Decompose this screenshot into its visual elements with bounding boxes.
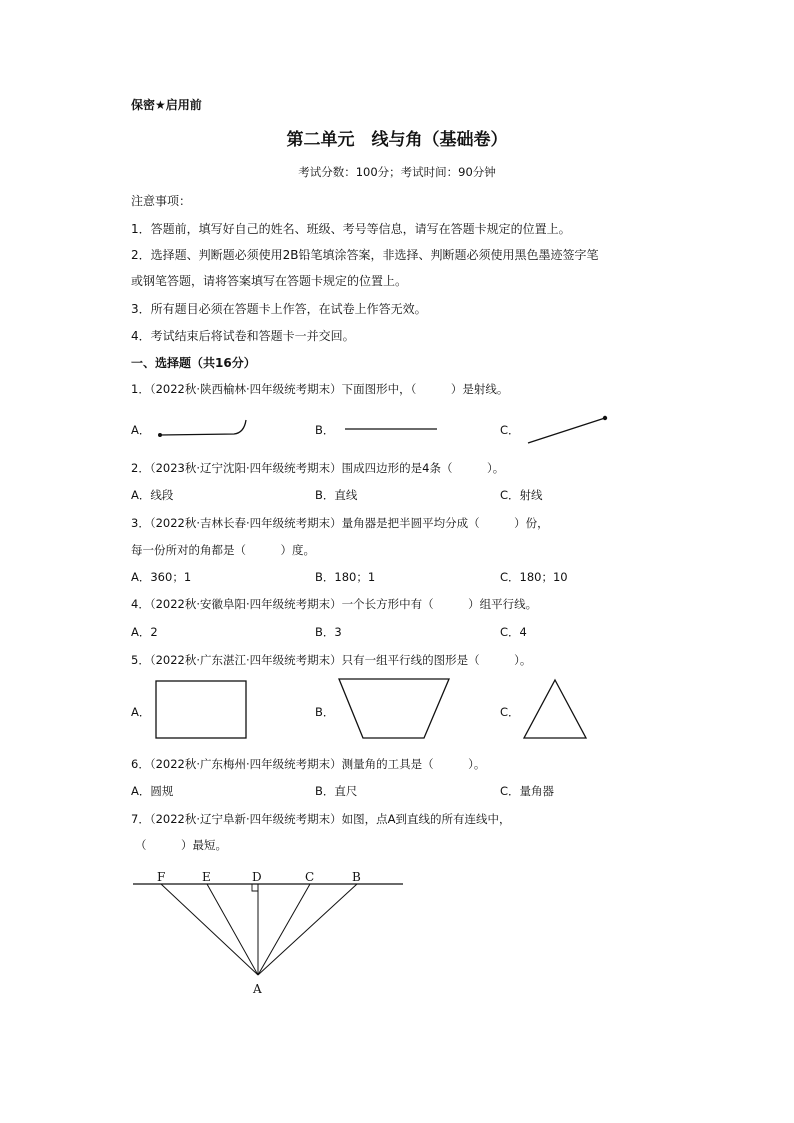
notice-item: 4．考试结束后将试卷和答题卡一并交回。 <box>131 329 355 343</box>
question-3-text: 3．（2022秋·吉林长春·四年级统考期末）量角器是把半圆平均分成（ ）份， <box>131 516 549 530</box>
exam-info: 考试分数：100分；考试时间：90分钟 <box>298 165 496 179</box>
q3-option-c: C．180；10 <box>500 570 568 584</box>
q7-segment-ac <box>258 884 310 975</box>
section-heading: 一、选择题（共16分） <box>131 356 256 370</box>
q7-label-f: F <box>157 870 166 884</box>
q7-label-a: A <box>253 982 262 996</box>
question-3-text-cont: 每一份所对的角都是（ ）度。 <box>131 543 315 557</box>
question-1-text: 1．（2022秋·陕西榆林·四年级统考期末）下面图形中，（ ）是射线。 <box>131 382 509 396</box>
q2-option-b: B．直线 <box>315 488 358 502</box>
q6-option-b: B．直尺 <box>315 784 358 798</box>
q4-option-b: B．3 <box>315 625 342 639</box>
q3-option-a: A．360；1 <box>131 570 192 584</box>
q4-option-c: C．4 <box>500 625 527 639</box>
notice-item: 或钢笔答题，请将答案填写在答题卡规定的位置上。 <box>131 274 408 288</box>
notice-item: 2．选择题、判断题必须使用2B铅笔填涂答案，非选择、判断题必须使用黑色墨迹签字笔 <box>131 248 599 262</box>
q7-segment-ab <box>258 884 357 975</box>
question-2-text: 2．（2023秋·辽宁沈阳·四年级统考期末）围成四边形的是4条（ ）。 <box>131 461 505 475</box>
q7-label-d: D <box>252 870 262 884</box>
notice-item: 1．答题前，填写好自己的姓名、班级、考号等信息，请写在答题卡规定的位置上。 <box>131 222 571 236</box>
question-4-text: 4．（2022秋·安徽阜阳·四年级统考期末）一个长方形中有（ ）组平行线。 <box>131 597 538 611</box>
question-7-text: 7．（2022秋·辽宁阜新·四年级统考期末）如图，点A到直线的所有连线中， <box>131 812 511 826</box>
q3-option-b: B．180；1 <box>315 570 376 584</box>
q5-option-c: C． <box>500 705 520 719</box>
notice-item: 3．所有题目必须在答题卡上作答，在试卷上作答无效。 <box>131 302 427 316</box>
question-6-text: 6．（2022秋·广东梅州·四年级统考期末）测量角的工具是（ ）。 <box>131 757 486 771</box>
q6-option-a: A．圆规 <box>131 784 174 798</box>
question-7-text-cont: （ ）最短。 <box>135 838 227 852</box>
question-5-text: 5．（2022秋·广东湛江·四年级统考期末）只有一组平行线的图形是（ ）。 <box>131 653 532 667</box>
q7-label-c: C <box>305 870 315 884</box>
q2-option-c: C．射线 <box>500 488 543 502</box>
q5-option-b: B． <box>315 705 335 719</box>
q5-option-a: A． <box>131 705 151 719</box>
notice-heading: 注意事项： <box>131 194 192 208</box>
q7-label-e: E <box>202 870 211 884</box>
confidential-label: 保密★启用前 <box>131 98 202 112</box>
q1-option-b: B． <box>315 423 335 437</box>
page-title: 第二单元 线与角（基础卷） <box>286 130 508 150</box>
q7-label-b: B <box>352 870 361 884</box>
q1-option-c: C． <box>500 423 520 437</box>
q4-option-a: A．2 <box>131 625 158 639</box>
q7-segment-ae <box>207 884 258 975</box>
q7-segment-af <box>161 884 258 975</box>
q6-option-c: C．量角器 <box>500 784 555 798</box>
q7-right-angle-mark <box>252 884 258 891</box>
q1-option-a: A． <box>131 423 151 437</box>
q2-option-a: A．线段 <box>131 488 174 502</box>
